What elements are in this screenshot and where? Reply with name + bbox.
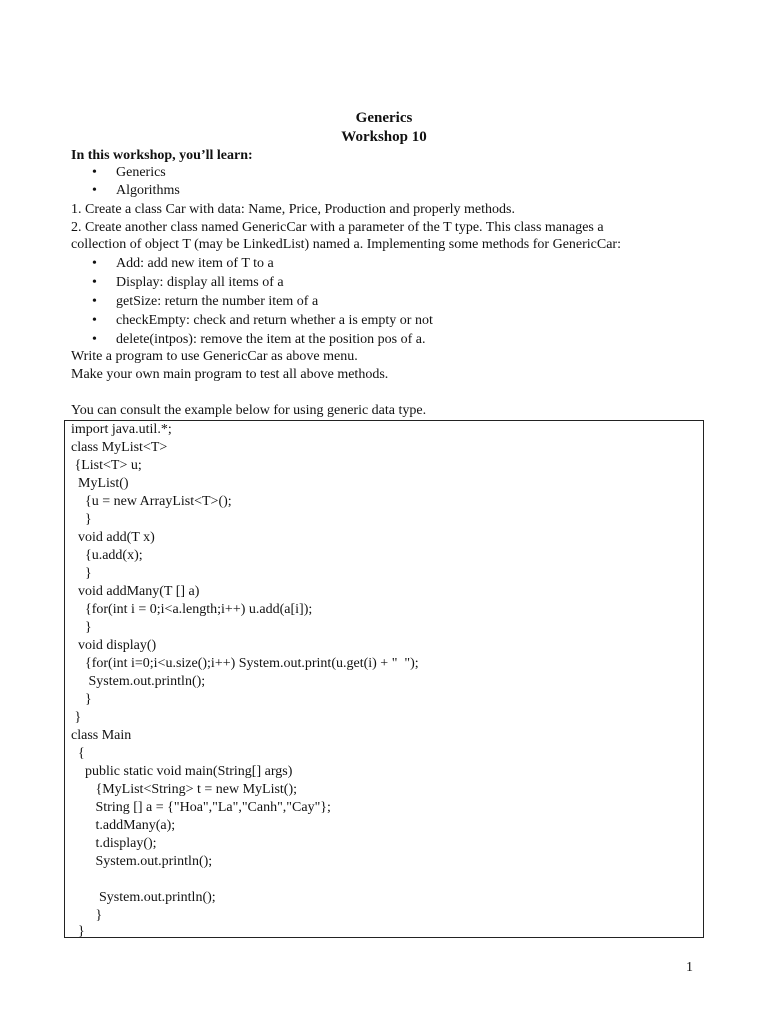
- bullet-icon: •: [92, 183, 97, 198]
- method-item: getSize: return the number item of a: [116, 294, 319, 309]
- code-example-box: [64, 420, 704, 938]
- code-line: }: [71, 512, 92, 527]
- code-line: void addMany(T [] a): [71, 584, 200, 599]
- code-line: }: [71, 692, 92, 707]
- code-line: MyList(): [71, 476, 129, 491]
- code-line: System.out.println();: [71, 854, 213, 869]
- code-line: public static void main(String[] args): [71, 764, 293, 779]
- method-item: checkEmpty: check and return whether a is empty or not: [116, 313, 433, 328]
- bullet-icon: •: [92, 275, 97, 290]
- code-line: t.display();: [71, 836, 157, 851]
- intro-heading: In this workshop, you’ll learn:: [71, 148, 253, 163]
- code-line: {for(int i=0;i<u.size();i++) System.out.print(u.get(i) + " ");: [71, 656, 419, 671]
- bullet-icon: •: [92, 332, 97, 347]
- code-line: {MyList<String> t = new MyList();: [71, 782, 298, 797]
- method-item: Add: add new item of T to a: [116, 256, 274, 271]
- code-line: String [] a = {"Hoa","La","Canh","Cay"};: [71, 800, 331, 815]
- task-1: 1. Create a class Car with data: Name, Price, Production and properly methods.: [71, 202, 515, 217]
- code-line: {for(int i = 0;i<a.length;i++) u.add(a[i]);: [71, 602, 313, 617]
- code-line: }: [71, 908, 103, 923]
- method-item: Display: display all items of a: [116, 275, 284, 290]
- learn-item: Generics: [116, 165, 166, 180]
- code-line: }: [71, 566, 92, 581]
- make-program-line: Make your own main program to test all above methods.: [71, 367, 389, 382]
- bullet-icon: •: [92, 294, 97, 309]
- learn-item: Algorithms: [116, 183, 180, 198]
- bullet-icon: •: [92, 313, 97, 328]
- code-line: }: [71, 924, 85, 939]
- code-line: import java.util.*;: [71, 422, 172, 437]
- document-subtitle: Workshop 10: [341, 129, 427, 145]
- code-line: System.out.println();: [71, 890, 216, 905]
- code-line: }: [71, 710, 82, 725]
- write-program-line: Write a program to use GenericCar as above menu.: [71, 349, 358, 364]
- code-line: {: [71, 746, 85, 761]
- code-line: }: [71, 620, 92, 635]
- document-title: Generics: [355, 110, 413, 126]
- consult-line: You can consult the example below for using generic data type.: [71, 403, 427, 418]
- code-line: void display(): [71, 638, 157, 653]
- bullet-icon: •: [92, 256, 97, 271]
- code-line: t.addMany(a);: [71, 818, 176, 833]
- page-number: 1: [686, 960, 693, 975]
- code-line: class MyList<T>: [71, 440, 168, 455]
- task-2-line-1: 2. Create another class named GenericCar with a parameter of the T type. This class manages a: [71, 220, 604, 235]
- method-item: delete(intpos): remove the item at the position pos of a.: [116, 332, 426, 347]
- code-line: class Main: [71, 728, 132, 743]
- code-line: {List<T> u;: [71, 458, 142, 473]
- bullet-icon: •: [92, 165, 97, 180]
- code-line: {u = new ArrayList<T>();: [71, 494, 232, 509]
- code-line: {u.add(x);: [71, 548, 143, 563]
- code-line: void add(T x): [71, 530, 155, 545]
- task-2-line-2: collection of object T (may be LinkedList) named a. Implementing some methods for GenericCar:: [71, 237, 621, 252]
- code-line: System.out.println();: [71, 674, 206, 689]
